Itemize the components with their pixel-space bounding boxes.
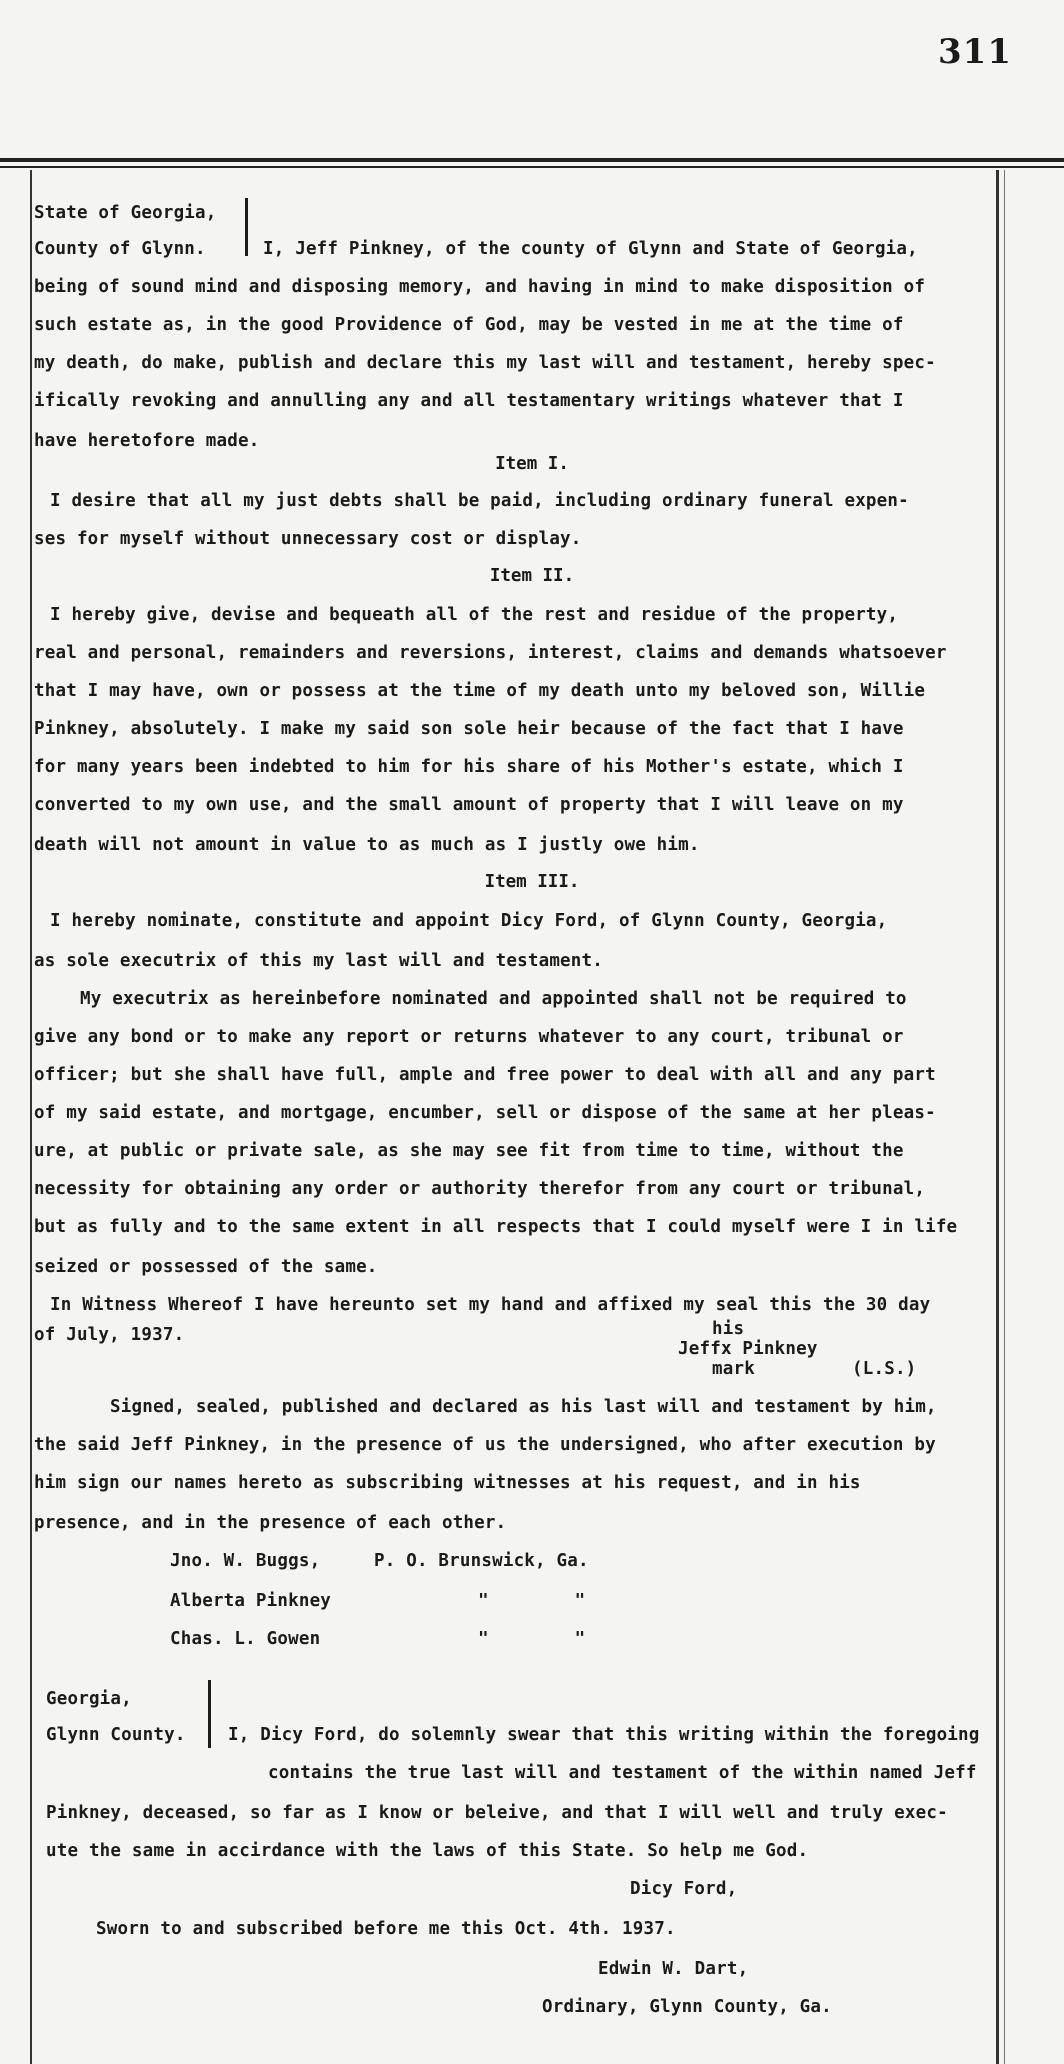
witness-name: Alberta Pinkney xyxy=(170,1591,332,1611)
item-3-line: seized or possessed of the same. xyxy=(34,1257,378,1277)
top-rule-thick xyxy=(0,158,1064,162)
oath-line: contains the true last will and testament of the within named Jeff xyxy=(268,1763,977,1783)
item-2-line: converted to my own use, and the small amount of property that I will leave on my xyxy=(34,795,904,815)
top-rule-thin xyxy=(0,166,1064,168)
witness-name: Chas. L. Gowen xyxy=(170,1629,321,1649)
item-2-line: real and personal, remainders and reversions, interest, claims and demands whatsoever xyxy=(34,643,947,663)
oath-sworn: Sworn to and subscribed before me this Oct. 4th. 1937. xyxy=(96,1919,676,1939)
oath-signer: Dicy Ford, xyxy=(630,1879,738,1899)
heading-brace xyxy=(245,198,248,256)
signature-mark: mark xyxy=(712,1359,755,1379)
item-2-line: for many years been indebted to him for his share of his Mother's estate, which I xyxy=(34,757,904,777)
oath-line: Pinkney, deceased, so far as I know or beleive, and that I will well and truly exec- xyxy=(46,1803,948,1823)
signature-his: his xyxy=(712,1319,745,1339)
witness-address: " " xyxy=(478,1629,586,1649)
item-3-line: but as fully and to the same extent in all respects that I could myself were I in life xyxy=(34,1217,958,1237)
witness-clause-line: of July, 1937. xyxy=(34,1325,185,1345)
item-2-line: I hereby give, devise and bequeath all of the rest and residue of the property, xyxy=(50,605,899,625)
item-3-line: give any bond or to make any report or returns whatever to any court, tribunal or xyxy=(34,1027,904,1047)
page-number: 311 xyxy=(938,32,1012,72)
item-3-line: My executrix as hereinbefore nominated and appointed shall not be required to xyxy=(80,989,907,1009)
oath-county: Glynn County. xyxy=(46,1725,186,1745)
oath-line: ute the same in accirdance with the laws of this State. So help me God. xyxy=(46,1841,809,1861)
oath-line: I, Dicy Ford, do solemnly swear that this writing within the foregoing xyxy=(228,1725,980,1745)
item-3-line: of my said estate, and mortgage, encumber, sell or dispose of the same at her pleas- xyxy=(34,1103,936,1123)
will-line: such estate as, in the good Providence of God, may be vested in me at the time of xyxy=(34,315,904,335)
oath-officer-name: Edwin W. Dart, xyxy=(598,1959,749,1979)
item-3-line: I hereby nominate, constitute and appoint Dicy Ford, of Glynn County, Georgia, xyxy=(50,911,888,931)
attestation-line: Signed, sealed, published and declared as his last will and testament by him, xyxy=(110,1397,937,1417)
item-1-title: Item I. xyxy=(495,454,569,474)
heading-state: State of Georgia, xyxy=(34,203,217,223)
will-line: being of sound mind and disposing memory, and having in mind to make disposition of xyxy=(34,277,926,297)
oath-state: Georgia, xyxy=(46,1689,132,1709)
attestation-line: presence, and in the presence of each other. xyxy=(34,1513,507,1533)
will-line: I, Jeff Pinkney, of the county of Glynn and State of Georgia, xyxy=(263,239,918,259)
item-3-line: ure, at public or private sale, as she may see fit from time to time, without the xyxy=(34,1141,904,1161)
item-2-line: that I may have, own or possess at the time of my death unto my beloved son, Willie xyxy=(34,681,926,701)
item-2-line: death will not amount in value to as much as I justly owe him. xyxy=(34,835,700,855)
signature-name: Jeffx Pinkney xyxy=(678,1339,818,1359)
heading-county: County of Glynn. xyxy=(34,239,206,259)
will-line: ifically revoking and annulling any and all testamentary writings whatever that I xyxy=(34,391,904,411)
item-3-line: necessity for obtaining any order or authority therefor from any court or tribunal, xyxy=(34,1179,926,1199)
item-2-title: Item II. xyxy=(489,566,575,586)
item-1-line: I desire that all my just debts shall be paid, including ordinary funeral expen- xyxy=(50,491,909,511)
item-1-line: ses for myself without unnecessary cost or display. xyxy=(34,529,582,549)
item-3-title: Item III. xyxy=(484,872,580,892)
attestation-line: the said Jeff Pinkney, in the presence of us the undersigned, who after execution by xyxy=(34,1435,936,1455)
item-2-line: Pinkney, absolutely. I make my said son sole heir because of the fact that I have xyxy=(34,719,904,739)
will-line: have heretofore made. xyxy=(34,431,260,451)
item-3-line: as sole executrix of this my last will and testament. xyxy=(34,951,604,971)
attestation-line: him sign our names hereto as subscribing witnesses at his request, and in his xyxy=(34,1473,861,1493)
oath-brace xyxy=(208,1680,211,1748)
witness-clause-line: In Witness Whereof I have hereunto set my hand and affixed my seal this the 30 day xyxy=(50,1295,931,1315)
oath-officer-title: Ordinary, Glynn County, Ga. xyxy=(542,1997,832,2017)
witness-address: " " xyxy=(478,1591,586,1611)
witness-address: P. O. Brunswick, Ga. xyxy=(374,1551,589,1571)
signature-seal: (L.S.) xyxy=(852,1359,917,1379)
item-3-line: officer; but she shall have full, ample and free power to deal with all and any part xyxy=(34,1065,936,1085)
will-line: my death, do make, publish and declare this my last will and testament, hereby spec- xyxy=(34,353,936,373)
witness-name: Jno. W. Buggs, xyxy=(170,1551,321,1571)
